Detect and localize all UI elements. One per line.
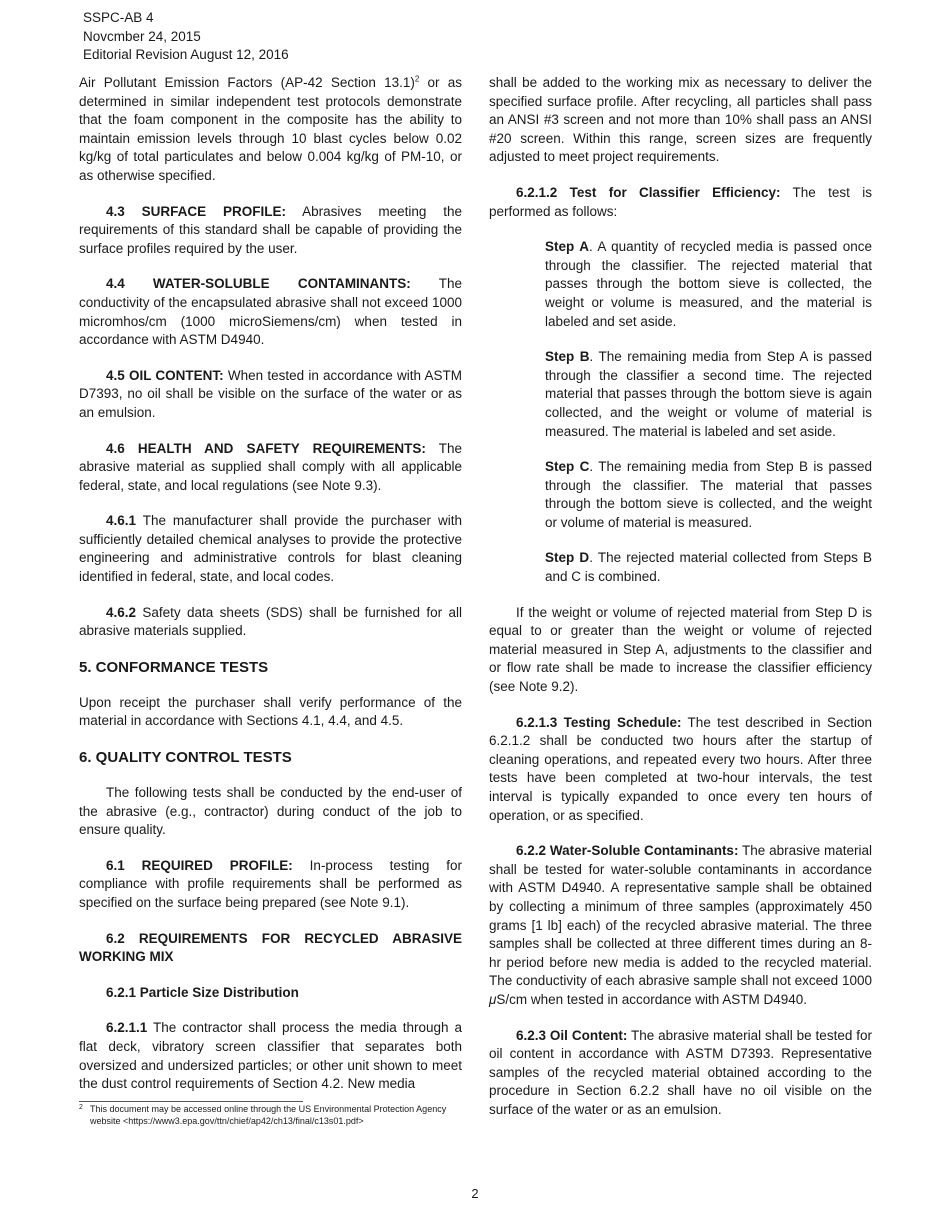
running-header [83,9,289,65]
page-number: 2 [471,1186,479,1201]
continued-paragraph-right: shall be added to the working mix as necessary to deliver the specified surface profile. After recycling, all particles shall pass an ANSI #3 screen and not more than 10% shall pass an ANSI #20 screen. Within this range, screen sizes are frequently adjusted to meet project requirements. [489,75,872,165]
doc-id: SSPC-AB 4 [83,10,154,25]
step-d: Step D. The rejected material collected from Steps B and C is combined. [545,550,873,585]
doc-date: Novcmber 24, 2015 [83,28,201,44]
footnote-divider [79,1101,303,1102]
section-6-1: 6.1 REQUIRED PROFILE: In-process testing for compliance with profile requirements shall be performed as specified on the surface being prepared (see Note 9.1). [79,857,462,910]
footnote-text: This document may be accessed online through the US Environmental Protection Agency website <https://www3.epa.gov/ttn/chief/ap42/ch13/final/c13s01.pdf> [90,1104,447,1126]
footnote-mark: 2 [79,1104,83,1111]
section-6-2: 6.2 REQUIREMENTS FOR RECYCLED ABRASIVE WORKING MIX [79,930,462,965]
section-6-text: The following tests shall be conducted by the end-user of the abrasive (e.g., contractor) during conduct of the job to ensure quality. [79,785,462,838]
step-b: Step B. The remaining media from Step A is passed through the classifier a second time. The rejected material that passes through the bottom sieve is again collected, and the weight or volume of material is measured. The material is labeled and set aside. [545,349,872,439]
section-4-4: 4.4 WATER-SOLUBLE CONTAMINANTS: The conductivity of the encapsulated abrasive shall not exceed 1000 micromhos/cm (1000 microSiemens/cm) when tested in accordance with ASTM D4940. [79,276,462,348]
section-6-2-2: 6.2.2 Water-Soluble Contaminants: The abrasive material shall be tested for water-soluble contaminants in accordance with ASTM D4940. A representative sample shall be obtained by collecting a minimum of three samples (approximately 450 grams [1 lb] each) of the recycled abrasive material. The three samples shall be collected at three different times during an 8-hr period before new media is added to the recycled material. The conductivity of each abrasive sample shall not exceed 1000 μS/cm when tested in accordance with ASTM D4940. [489,843,872,1007]
section-6-2-1: 6.2.1 Particle Size Distribution [106,984,299,1000]
section-4-6: 4.6 HEALTH AND SAFETY REQUIREMENTS: The abrasive material as supplied shall comply with all applicable federal, state, and local regulations (see Note 9.3). [79,440,462,493]
step-a: Step A. A quantity of recycled media is passed once through the classifier. The rejected material that passes through the bottom sieve is collected, the weight or volume is measured, and the material is labeled and set aside. [545,239,872,329]
doc-revision: Editorial Revision August 12, 2016 [83,47,289,62]
classifier-adjustment-paragraph: If the weight or volume of rejected material from Step D is equal to or greater than the weight or volume of rejected material measured in Step A, adjustments to the classifier and or flow rate shall be made to increase the classifier efficiency (see Note 9.2). [489,604,872,695]
footnote-ref: 2 [414,74,420,84]
section-5-text: Upon receipt the purchaser shall verify performance of the material in accordance with Sections 4.1, 4.4, and 4.5. [79,694,462,729]
section-4-6-1: 4.6.1 The manufacturer shall provide the purchaser with sufficiently detailed chemical analyses to provide the protective engineering and administrative controls for blast cleaning identified in federal, state, and local codes. [79,513,462,585]
footnote [79,1104,464,1127]
continued-paragraph: Air Pollutant Emission Factors (AP-42 Section 13.1)$^2$ or as determined in similar independent test protocols demonstrate that the foam component in the composite has the ability to maintain emission levels through 10 blast cycles below 0.02 kg/kg of total particulates and below 0.004 kg/kg of PM-10, or as otherwise specified. [79,74,462,183]
section-6-2-1-1: 6.2.1.1 The contractor shall process the media through a flat deck, vibratory screen classifier that separates both oversized and undersized particles; or other unit shown to meet the dust control requirements of Section 4.2. New media [79,1020,462,1092]
section-6-2-1-3: 6.2.1.3 Testing Schedule: The test described in Section 6.2.1.2 shall be conducted two hours after the startup of cleaning operations, and repeated every two hours. After three tests have been completed at two-hour intervals, the test interval is typically expanded to once every ten hours of operation, or as specified. [489,714,872,823]
right-column [489,74,872,1137]
section-4-5: 4.5 OIL CONTENT: When tested in accordance with ASTM D7393, no oil shall be visible on the surface of the water or as an emulsion. [79,367,462,420]
section-6-2-3: 6.2.3 Oil Content: The abrasive material shall be tested for oil content in accordance with ASTM D7393. Representative samples of the recycled material obtained according to the procedure in Section 6.2.2 shall have no oil visible on the surface of the water or as an emulsion. [489,1027,872,1117]
left-column [79,74,462,1111]
section-4-3: 4.3 SURFACE PROFILE: Abrasives meeting the requirements of this standard shall be capable of providing the surface profiles required by the user. [79,203,462,256]
section-4-6-2: 4.6.2 Safety data sheets (SDS) shall be furnished for all abrasive materials supplied. [79,604,462,639]
heading-quality-control-tests: 6. QUALITY CONTROL TESTS [79,749,292,767]
step-c: Step C. The remaining media from Step B is passed through the classifier. The material that passes through the bottom sieve is collected, and the weight or volume of material is measured. [545,459,872,530]
heading-conformance-tests: 5. CONFORMANCE TESTS [79,658,269,676]
section-6-2-1-2: 6.2.1.2 Test for Classifier Efficiency: The test is performed as follows: [489,184,873,219]
